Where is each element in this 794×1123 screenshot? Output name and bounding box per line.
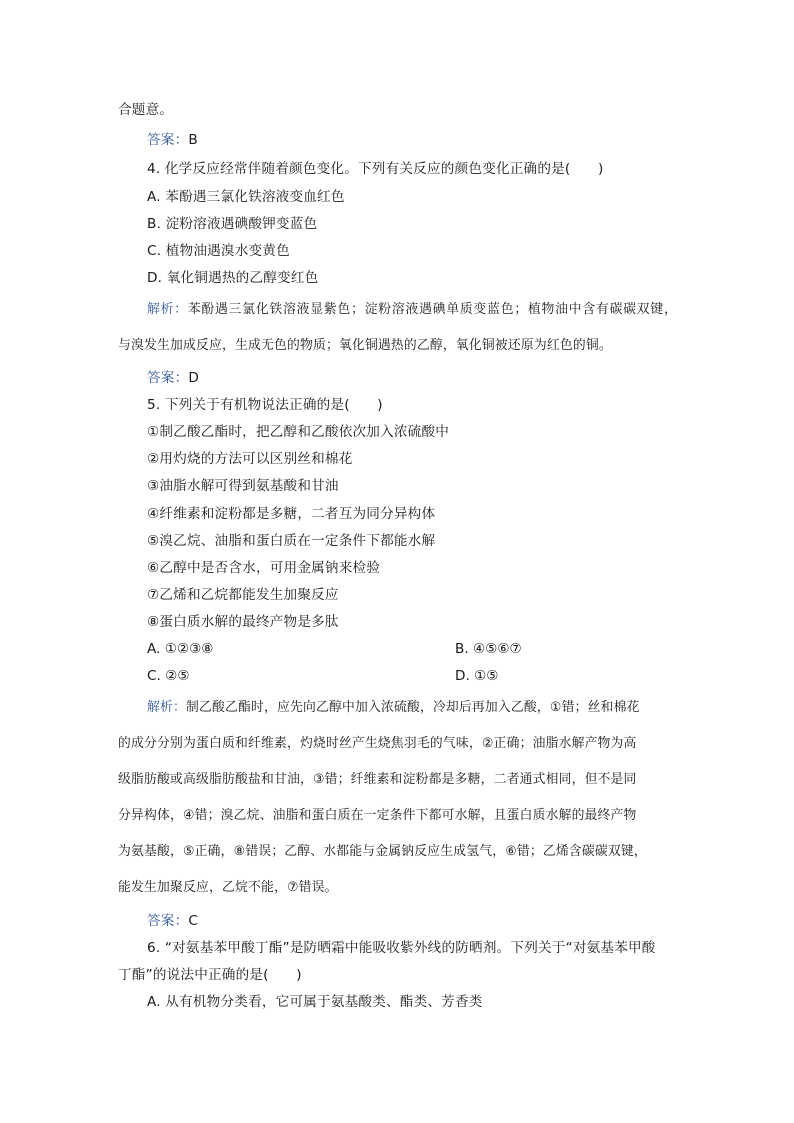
q5-analysis-line-3: 级脂肪酸或高级脂肪酸盐和甘油，③错；纤维素和淀粉都是多糖，二者通式相同，但不是同 (118, 772, 637, 787)
q5-option-b: B. ④⑤⑥⑦ (455, 641, 522, 657)
q5-statement-3: ③油脂水解可得到氨基酸和甘油 (147, 478, 339, 494)
q5-statement-2: ②用灼烧的方法可以区别丝和棉花 (147, 451, 353, 467)
q4-analysis-line-1 (147, 301, 677, 319)
answer-value: D (188, 370, 200, 386)
q4-answer (147, 369, 199, 387)
q5-analysis-line-5: 为氨基酸，⑤正确，⑧错误；乙醇、水都能与金属钠反应生成氢气，⑥错；乙烯含碳碳双键， (118, 844, 647, 859)
q5-option-c: C. ②⑤ (147, 668, 190, 684)
answer-label: 答案： (147, 132, 189, 148)
analysis-label: 解析： (147, 302, 188, 317)
q4-stem: 4. 化学反应经常伴随着颜色变化。下列有关反应的颜色变化正确的是( ) (147, 161, 604, 177)
q5-option-d: D. ①⑤ (455, 668, 499, 684)
q5-analysis-line-1 (147, 699, 640, 717)
prev-analysis-tail: 合题意。 (118, 102, 174, 118)
analysis-text: 苯酚遇三氯化铁溶液显紫色；淀粉溶液遇碘单质变蓝色；植物油中含有碳碳双键， (187, 302, 678, 317)
q5-analysis-line-4: 分异构体，④错；溴乙烷、油脂和蛋白质在一定条件下都可水解，且蛋白质水解的最终产物 (118, 808, 637, 823)
q5-statement-1: ①制乙酸乙酯时，把乙醇和乙酸依次加入浓硫酸中 (147, 424, 450, 440)
q4-option-a: A. 苯酚遇三氯化铁溶液变血红色 (147, 189, 345, 205)
q5-statement-8: ⑧蛋白质水解的最终产物是多肽 (147, 614, 339, 630)
q4-option-b: B. 淀粉溶液遇碘酸钾变蓝色 (147, 216, 318, 232)
q5-analysis-line-6: 能发生加聚反应，乙烷不能，⑦错误。 (118, 880, 338, 895)
q5-answer (147, 912, 198, 930)
q4-analysis-line-2: 与溴发生加成反应，生成无色的物质；氧化铜遇热的乙醇，氧化铜被还原为红色的铜。 (118, 338, 612, 353)
q4-option-c: C. 植物油遇溴水变黄色 (147, 243, 290, 259)
answer-value: C (188, 913, 199, 929)
answer-label: 答案： (147, 913, 189, 929)
q4-option-d: D. 氧化铜遇热的乙醇变红色 (147, 270, 319, 286)
analysis-text: 制乙酸乙酯时，应先向乙醇中加入浓硫酸，冷却后再加入乙酸，①错；丝和棉花 (186, 700, 640, 715)
q5-analysis-line-2: 的成分分别为蛋白质和纤维素，灼烧时丝产生烧焦羽毛的气味，②正确；油脂水解产物为高 (118, 736, 637, 751)
answer-value: B (188, 132, 198, 148)
q3-answer (147, 131, 198, 149)
q6-option-a: A. 从有机物分类看，它可属于氨基酸类、酯类、芳香类 (147, 994, 483, 1010)
q5-statement-4: ④纤维素和淀粉都是多糖，二者互为同分异构体 (147, 506, 436, 522)
q5-statement-7: ⑦乙烯和乙烷都能发生加聚反应 (147, 587, 339, 603)
q5-stem: 5. 下列关于有机物说法正确的是( ) (147, 397, 383, 413)
q6-stem-line-1: 6. “对氨基苯甲酸丁酯”是防晒霜中能吸收紫外线的防晒剂。下列关于“对氨基苯甲酸 (147, 940, 656, 956)
q5-statement-5: ⑤溴乙烷、油脂和蛋白质在一定条件下都能水解 (147, 533, 436, 549)
answer-label: 答案： (147, 370, 189, 386)
q5-option-a: A. ①②③⑧ (147, 641, 214, 657)
q6-stem-line-2: 丁酯”的说法中正确的是( ) (118, 967, 302, 983)
analysis-label: 解析： (147, 700, 186, 715)
q5-statement-6: ⑥乙醇中是否含水，可用金属钠来检验 (147, 560, 381, 576)
